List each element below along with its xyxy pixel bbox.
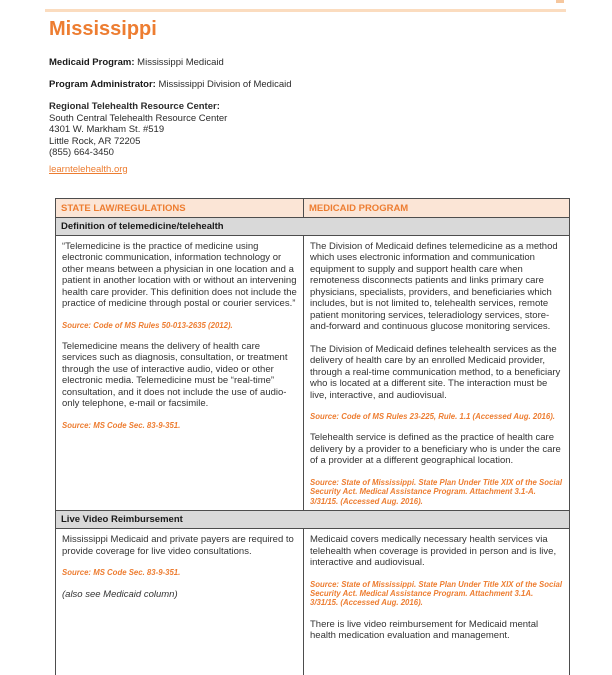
source-citation: Source: MS Code Sec. 83-9-351. (62, 568, 181, 578)
program-administrator-line (49, 79, 569, 91)
note: (also see Medicaid column) (62, 588, 178, 600)
paragraph: Medicaid covers medically necessary health services via telehealth when coverage is provided in person and is live, interactive and audiovisual. (310, 534, 557, 569)
paragraph: The Division of Medicaid defines telemedicine as a method which uses electronic information and communication equipment to supply and support health care when remoteness disconnects patients and links primary care physicians, specialists, providers, and beneficiaries which includes, but is not limited to, telehealth services, remote patient monitoring services, teleradiology services, store-and-forward and continuous glucose monitoring services. (310, 240, 558, 332)
page-title: Mississippi (49, 18, 157, 40)
source-citation: Source: State of Mississippi. State Plan Under Title XIX of the Social Security Act. Medical Assistance Program. Attachment 3.1A. 3/31/15. (Accessed Aug. 2016). (310, 579, 563, 608)
paragraph: The Division of Medicaid defines telehealth services as the delivery of health care by an enrolled Medicaid provider, through a real-time communication method, to a beneficiary who is located at a different site. The interaction must be live, interactive, and audiovisual. (310, 343, 561, 401)
column-header-state-law: STATE LAW/REGULATIONS (56, 198, 304, 217)
policy-table (55, 198, 570, 675)
resource-center-phone: (855) 664-3450 (49, 147, 114, 158)
source-citation: Source: State of Mississippi. State Plan Under Title XIX of the Social Security Act. Medical Assistance Program. Attachment 3.1-A. 3/31/15. (Accessed Aug. 2016). (310, 477, 563, 506)
paragraph: “Telemedicine is the practice of medicine using electronic communication, information technology or other means between a physician in one location and a patient in another location with or without an intervening health care provider. This definition does not include the practice of medicine through postal or courier services.” (62, 240, 297, 309)
section-header-row-definition (56, 217, 570, 235)
paragraph: Mississippi Medicaid and private payers are required to provide coverage for live video consultations. (62, 534, 294, 557)
resource-center-label: Regional Telehealth Resource Center: (49, 101, 220, 112)
table-header-row (56, 198, 570, 217)
section-header-row-live-video (56, 511, 570, 529)
definition-medicaid-cell (304, 235, 570, 511)
medicaid-program-label: Medicaid Program: (49, 57, 135, 68)
top-divider (45, 9, 566, 12)
source-citation: Source: Code of MS Rules 50-013-2635 (2012). (62, 320, 233, 330)
definition-content-row (56, 235, 570, 511)
top-dash-decoration (556, 0, 564, 3)
resource-center-name: South Central Telehealth Resource Center (49, 112, 228, 124)
paragraph: There is live video reimbursement for Medicaid mental health medication evaluation and management. (310, 618, 539, 642)
source-citation: Source: Code of MS Rules 23-225, Rule. 1.1 (Accessed Aug. 2016). (310, 412, 555, 421)
live-video-content-row (56, 529, 570, 675)
column-header-medicaid: MEDICAID PROGRAM (304, 198, 570, 217)
resource-center-block (49, 101, 569, 177)
definition-state-law-cell (56, 235, 304, 511)
live-video-medicaid-cell (304, 529, 570, 675)
program-administrator-label: Program Administrator: (49, 79, 156, 90)
section-header-live-video: Live Video Reimbursement (56, 511, 570, 529)
resource-center-street: 4301 W. Markham St. #519 (49, 124, 165, 135)
section-header-definition: Definition of telemedicine/telehealth (56, 217, 570, 235)
paragraph: Telehealth service is defined as the practice of health care delivery by a provider to a beneficiary who is under the care of a provider at a different geographical location. (310, 432, 561, 467)
paragraph: Telemedicine means the delivery of health care services such as diagnosis, consultation, or treatment through the use of interactive audio, video or other electronic media. Telemedicine must be “real-time” consultation, and it does not include the use of audio-only telephone, e-mail or facsimile. (62, 340, 288, 410)
live-video-state-law-cell (56, 529, 304, 675)
medicaid-program-line (49, 57, 569, 69)
medicaid-program-value: Mississippi Medicaid (134, 57, 224, 68)
learntelehealth-link[interactable]: learntelehealth.org (49, 163, 128, 175)
resource-center-city: Little Rock, AR 72205 (49, 135, 141, 147)
source-citation: Source: MS Code Sec. 83-9-351. (62, 420, 181, 430)
program-administrator-value: Mississippi Division of Medicaid (155, 79, 292, 90)
